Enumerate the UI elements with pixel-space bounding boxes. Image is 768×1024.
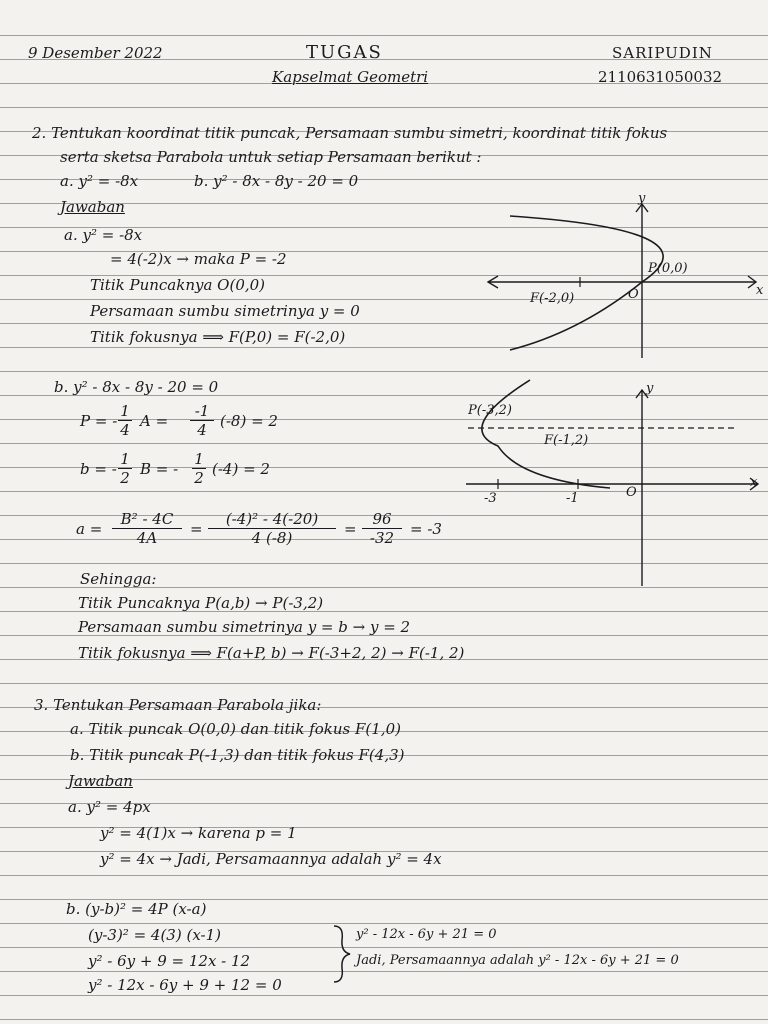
q2b-a-frac1: $\frac{\text{B² - 4C}}{4A}$	[112, 510, 182, 547]
q3-question: 3. Tentukan Persamaan Parabola jika:	[34, 696, 322, 714]
q2b-p-rhs: (-8) = 2	[220, 412, 278, 430]
q2b-p-lhs: P = -	[80, 412, 118, 430]
q3b-step3: y² - 6y + 9 = 12x - 12	[88, 952, 251, 970]
q3a-step3: y² = 4x → Jadi, Persamaannya adalah y² = 4x	[100, 850, 442, 868]
q2-question-line1: 2. Tentukan koordinat titik puncak, Persamaan sumbu simetri, koordinat titik fokus	[32, 124, 668, 142]
page-title: TUGAS	[306, 42, 383, 63]
q3-jawaban-label: Jawaban	[68, 772, 133, 790]
graph-a-y-label: y	[638, 191, 646, 206]
graph-a-parabola	[510, 216, 663, 350]
q2b-sehingga: Sehingga:	[80, 570, 157, 588]
q2a-step2: = 4(-2)x → maka P = -2	[110, 250, 287, 268]
graph-b-focus-label: F(-1,2)	[544, 433, 589, 448]
graph-b-origin: O	[626, 485, 637, 500]
page-subtitle: Kapselmat Geometri	[272, 68, 429, 86]
q2a-axis: Persamaan sumbu simetrinya y = 0	[90, 302, 360, 320]
graph-b-sketch	[460, 372, 766, 590]
q2b-p-frac2: $\frac{-1}{4}$	[190, 402, 214, 439]
q2a-vertex: Titik Puncaknya O(0,0)	[90, 276, 266, 294]
graph-a-origin: O	[628, 287, 639, 302]
q2b-axis: Persamaan sumbu simetrinya y = b → y = 2	[78, 618, 411, 636]
graph-b-tick-label-m1: -1	[566, 491, 579, 506]
q2b-a-eq2: =	[344, 520, 357, 538]
graph-b-tick-label-m3: -3	[484, 491, 497, 506]
q2b-a-frac2: $\frac{\text{(-4)² - 4(-20)}}{4 (-8)}$	[208, 510, 336, 547]
graph-b-x-label: x	[750, 475, 758, 490]
q2-jawaban-label: Jawaban	[60, 198, 125, 216]
q2b-b-rhs: (-4) = 2	[212, 460, 270, 478]
q2-part-a: a. y² = -8x	[60, 172, 139, 190]
q3b-step1: b. (y-b)² = 4P (x-a)	[66, 900, 207, 918]
q3b-step4: y² - 12x - 6y + 9 + 12 = 0	[88, 976, 282, 994]
q3b-step2: (y-3)² = 4(3) (x-1)	[88, 926, 221, 944]
q3b-brace	[330, 922, 354, 986]
q2b-focus: Titik fokusnya ⟹ F(a+P, b) → F(-3+2, 2) → F(-1, 2)	[78, 644, 465, 662]
graph-a-vertex-label: P(0,0)	[648, 261, 688, 276]
q2b-b-frac1: $\frac{1}{2}$	[118, 450, 132, 487]
q2b-a-result: = -3	[410, 520, 442, 538]
graph-b-vertex-label: P(-3,2)	[468, 403, 512, 418]
q3b-result-equation: y² - 12x - 6y + 21 = 0	[356, 927, 497, 942]
q2a-step1: a. y² = -8x	[64, 226, 143, 244]
graph-b-y-label: y	[646, 381, 654, 396]
q3-part-b: b. Titik puncak P(-1,3) dan titik fokus F(4,3)	[70, 746, 405, 764]
date-text: 9 Desember 2022	[28, 44, 163, 62]
q2b-b-mid: B = -	[140, 460, 179, 478]
q2-question-line2: serta sketsa Parabola untuk setiap Persamaan berikut :	[60, 148, 482, 166]
graph-a-x-label: x	[756, 283, 764, 298]
q2b-a-eq1: =	[190, 520, 203, 538]
q2b-equation: b. y² - 8x - 8y - 20 = 0	[54, 378, 219, 396]
q2a-focus: Titik fokusnya ⟹ F(P,0) = F(-2,0)	[90, 328, 346, 346]
q2b-b-lhs: b = -	[80, 460, 117, 478]
student-name: SARIPUDIN	[612, 44, 713, 62]
q3b-conclusion: Jadi, Persamaannya adalah y² - 12x - 6y + 21 = 0	[356, 953, 679, 968]
graph-a-focus-label: F(-2,0)	[530, 291, 575, 306]
q2-part-b: b. y² - 8x - 8y - 20 = 0	[194, 172, 359, 190]
q2b-a-lhs: a =	[76, 520, 103, 538]
q2b-p-frac1: $\frac{1}{4}$	[118, 402, 132, 439]
q2b-a-frac3: $\frac{96}{-32}$	[362, 510, 402, 547]
q2b-vertex: Titik Puncaknya P(a,b) → P(-3,2)	[78, 594, 324, 612]
q3-part-a: a. Titik puncak O(0,0) dan titik fokus F(1,0)	[70, 720, 401, 738]
q2b-p-mid: A =	[140, 412, 169, 430]
q3a-step1: a. y² = 4px	[68, 798, 151, 816]
graph-a-sketch	[470, 190, 766, 360]
q2b-b-frac2: $\frac{1}{2}$	[192, 450, 206, 487]
q3a-step2: y² = 4(1)x → karena p = 1	[100, 824, 297, 842]
student-nim: 2110631050032	[598, 68, 723, 86]
